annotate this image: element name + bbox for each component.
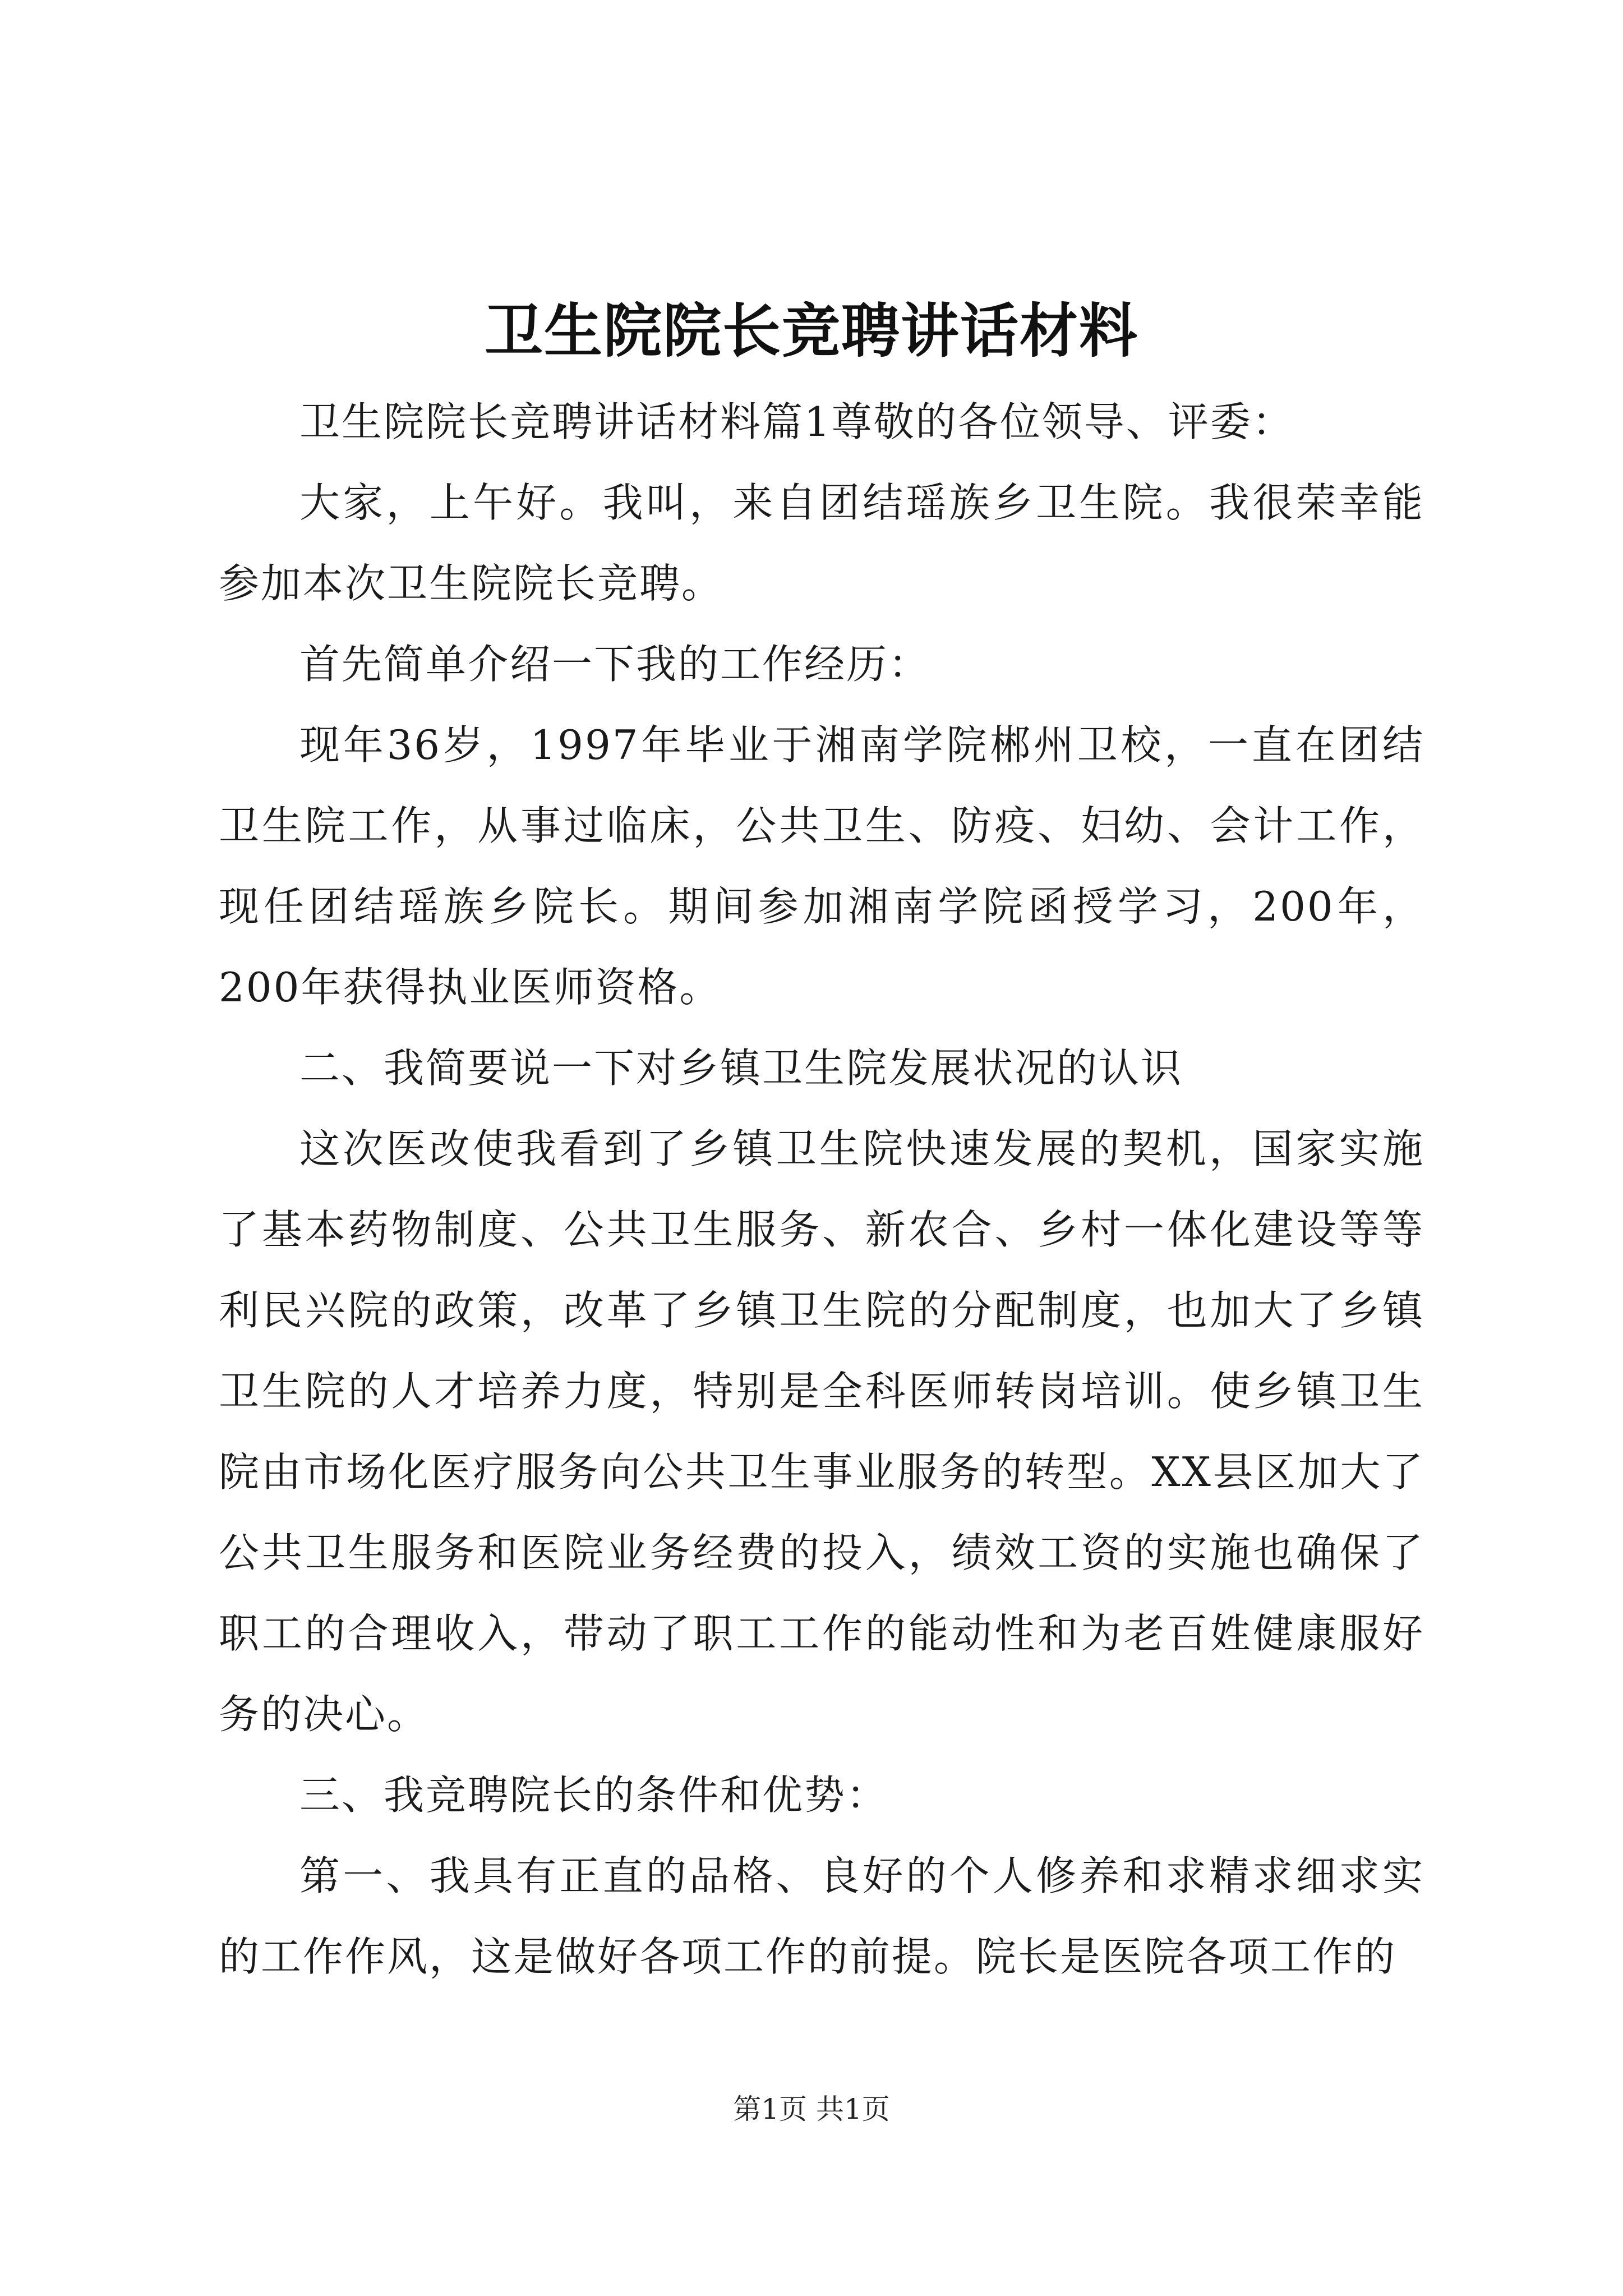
section-heading-3: 三、我竞聘院长的条件和优势： — [299, 1772, 889, 1819]
paragraph-first-quality: 第一、我具有正直的品格、良好的个人修养和求精求细求实的工作作风，这是做好各项工作的前提。院长是医院各项工作的 — [219, 1852, 1424, 1980]
page-footer: 第1页 共1页 — [733, 2093, 890, 2125]
paragraph-reform: 这次医改使我看到了乡镇卫生院快速发展的契机，国家实施了基本药物制度、公共卫生服务、新农合、乡村一体化建设等等利民兴院的政策，改革了乡镇卫生院的分配制度，也加大了乡镇卫生院的人才培养力度，特别是全科医师转岗培训。使乡镇卫生院由市场化医疗服务向公共卫生事业服务的转型。XX县区加大了公共卫生服务和医院业务经费的投入，绩效工资的实施也确保了职工的合理收入，带动了职工工作的能动性和为老百姓健康服好务的决心。 — [219, 1125, 1424, 1738]
document-body — [219, 381, 1424, 1997]
paragraph-greeting: 大家，上午好。我叫，来自团结瑶族乡卫生院。我很荣幸能参加本次卫生院院长竞聘。 — [219, 479, 1424, 607]
paragraph-intro-heading: 首先简单介绍一下我的工作经历： — [299, 641, 931, 688]
paragraph-salutation: 卫生院院长竞聘讲话材料篇1尊敬的各位领导、评委： — [299, 398, 1294, 445]
paragraph-work-experience: 现年36岁，1997年毕业于湘南学院郴州卫校，一直在团结卫生院工作，从事过临床，公共卫生、防疫、妇幼、会计工作，现任团结瑶族乡院长。期间参加湘南学院函授学习，200年，200年获得执业医师资格。 — [219, 721, 1424, 1011]
section-heading-2: 二、我简要说一下对乡镇卫生院发展状况的认识 — [299, 1045, 1183, 1092]
document-title: 卫生院院长竞聘讲话材料 — [484, 296, 1138, 365]
